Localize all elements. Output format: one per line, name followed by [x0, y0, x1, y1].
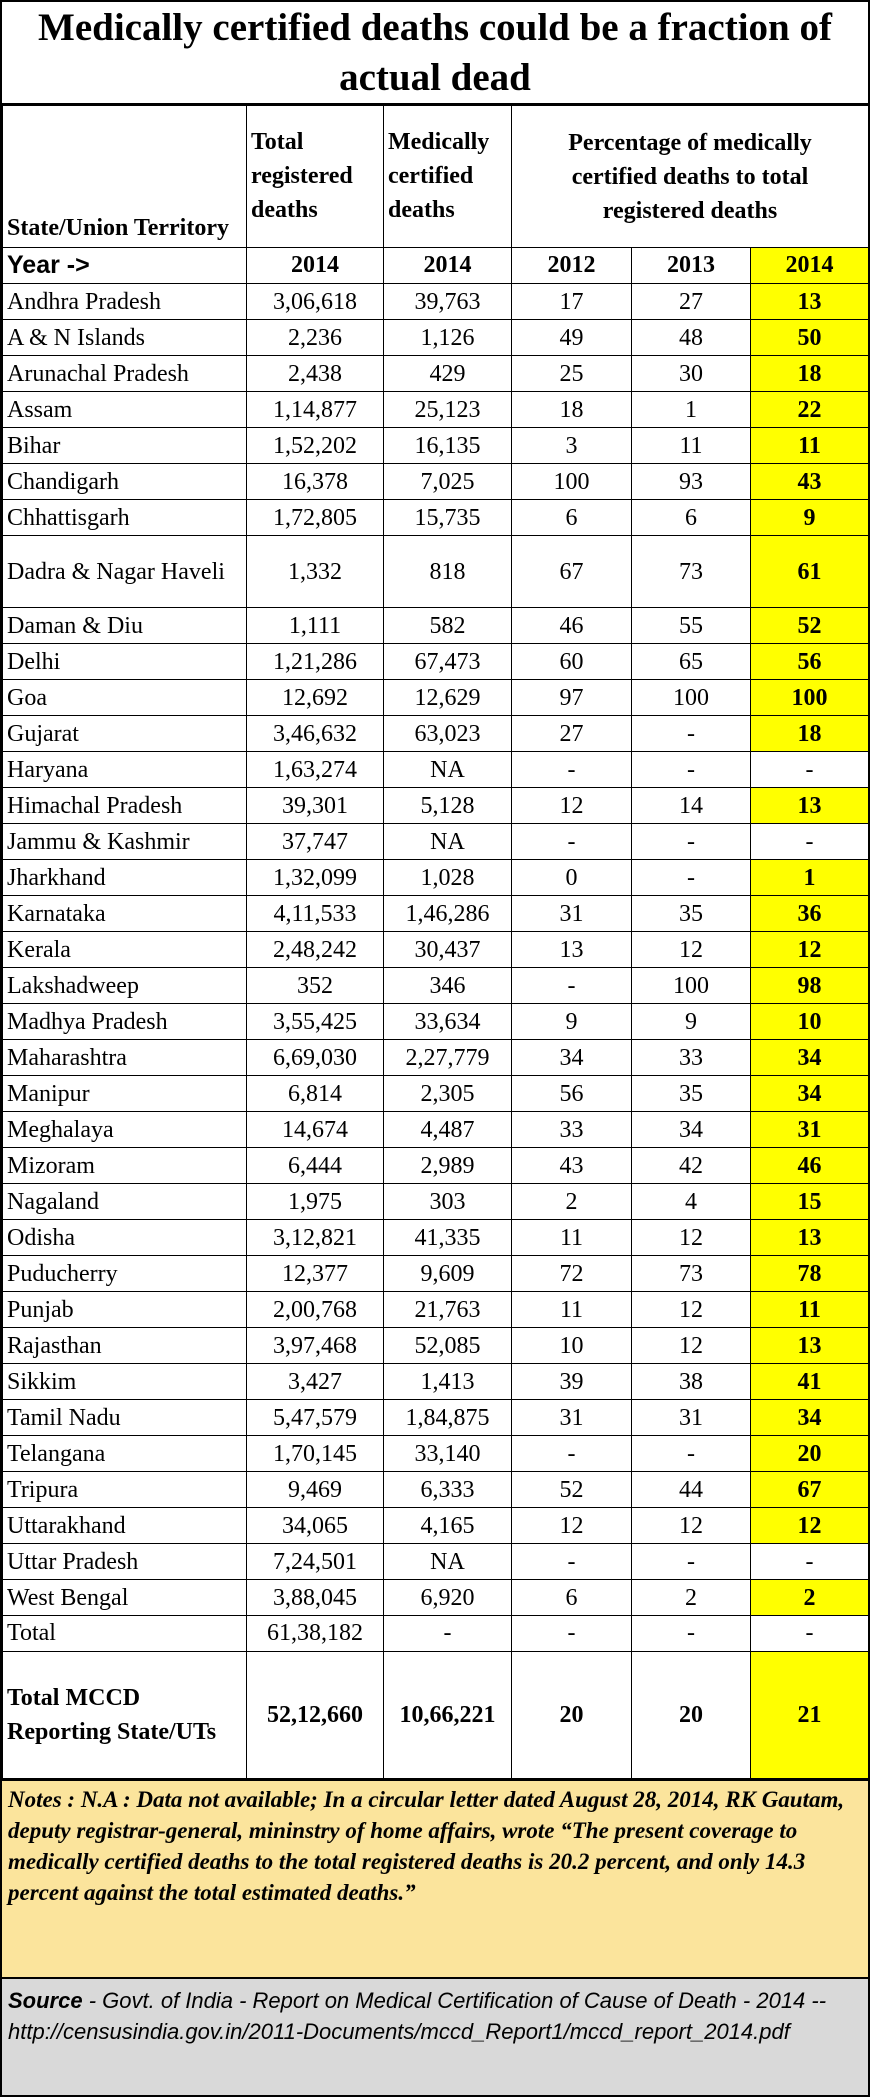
source	[2, 1979, 868, 2095]
pct-2013-cell: 38	[632, 1364, 751, 1400]
pct-2012-cell: 39	[512, 1364, 632, 1400]
state-cell: Dadra & Nagar Haveli	[3, 536, 247, 608]
medical-deaths-cell: 1,028	[384, 860, 512, 896]
pct-2012-cell: 49	[512, 320, 632, 356]
pct-2012-cell: 67	[512, 536, 632, 608]
pct-2013-cell: 31	[632, 1400, 751, 1436]
total-medical: -	[384, 1616, 512, 1652]
medical-deaths-cell: 4,165	[384, 1508, 512, 1544]
pct-2013-cell: 14	[632, 788, 751, 824]
total-deaths-cell: 1,111	[247, 608, 384, 644]
table-row	[3, 968, 869, 1004]
table-row	[3, 1256, 869, 1292]
mccd-row	[3, 1652, 869, 1779]
total-deaths-cell: 352	[247, 968, 384, 1004]
pct-2013-cell: 2	[632, 1580, 751, 1616]
header-total: Total registered deaths	[247, 106, 384, 248]
pct-2013-cell: -	[632, 752, 751, 788]
year-label: Year ->	[3, 248, 247, 284]
pct-2013-cell: 42	[632, 1148, 751, 1184]
state-cell: Himachal Pradesh	[3, 788, 247, 824]
pct-2014-cell: 61	[751, 536, 869, 608]
state-cell: Tamil Nadu	[3, 1400, 247, 1436]
pct-2012-cell: 12	[512, 1508, 632, 1544]
table-row	[3, 932, 869, 968]
pct-2012-cell: 33	[512, 1112, 632, 1148]
state-cell: Manipur	[3, 1076, 247, 1112]
pct-2013-cell: 35	[632, 896, 751, 932]
pct-2013-cell: 4	[632, 1184, 751, 1220]
state-cell: Nagaland	[3, 1184, 247, 1220]
pct-2012-cell: 25	[512, 356, 632, 392]
table-row	[3, 752, 869, 788]
pct-2012-cell: 11	[512, 1220, 632, 1256]
pct-2012-cell: 3	[512, 428, 632, 464]
pct-2012-cell: 56	[512, 1076, 632, 1112]
pct-2012-cell: -	[512, 1544, 632, 1580]
table-row	[3, 356, 869, 392]
mccd-2012: 20	[512, 1652, 632, 1779]
pct-2014-cell: 11	[751, 1292, 869, 1328]
state-cell: Andhra Pradesh	[3, 284, 247, 320]
pct-2013-cell: 48	[632, 320, 751, 356]
header-medical: Medically certified deaths	[384, 106, 512, 248]
pct-2013-cell: 55	[632, 608, 751, 644]
pct-2014-cell: 50	[751, 320, 869, 356]
total-deaths-cell: 3,55,425	[247, 1004, 384, 1040]
table-row	[3, 1400, 869, 1436]
state-cell: Odisha	[3, 1220, 247, 1256]
state-cell: Sikkim	[3, 1364, 247, 1400]
source-label: Source	[8, 1988, 83, 2013]
pct-2014-cell: 2	[751, 1580, 869, 1616]
total-deaths-cell: 2,236	[247, 320, 384, 356]
mccd-2014: 21	[751, 1652, 869, 1779]
state-cell: Uttarakhand	[3, 1508, 247, 1544]
medical-deaths-cell: 30,437	[384, 932, 512, 968]
pct-2014-cell: 12	[751, 1508, 869, 1544]
pct-2013-cell: -	[632, 860, 751, 896]
pct-2012-cell: -	[512, 752, 632, 788]
total-deaths-cell: 4,11,533	[247, 896, 384, 932]
total-deaths-cell: 5,47,579	[247, 1400, 384, 1436]
medical-deaths-cell: 5,128	[384, 788, 512, 824]
state-cell: Madhya Pradesh	[3, 1004, 247, 1040]
medical-deaths-cell: 1,126	[384, 320, 512, 356]
state-cell: Gujarat	[3, 716, 247, 752]
medical-deaths-cell: 1,46,286	[384, 896, 512, 932]
pct-2014-cell: 13	[751, 1328, 869, 1364]
pct-2013-cell: 6	[632, 500, 751, 536]
pct-2014-cell: 31	[751, 1112, 869, 1148]
pct-2012-cell: 31	[512, 896, 632, 932]
medical-deaths-cell: 52,085	[384, 1328, 512, 1364]
pct-2013-cell: 30	[632, 356, 751, 392]
state-cell: Uttar Pradesh	[3, 1544, 247, 1580]
table-row	[3, 1040, 869, 1076]
medical-deaths-cell: NA	[384, 824, 512, 860]
state-cell: Rajasthan	[3, 1328, 247, 1364]
pct-2014-cell: 15	[751, 1184, 869, 1220]
pct-2013-cell: 12	[632, 1220, 751, 1256]
state-cell: A & N Islands	[3, 320, 247, 356]
pct-2013-cell: 33	[632, 1040, 751, 1076]
total-deaths-cell: 12,692	[247, 680, 384, 716]
total-deaths-cell: 1,63,274	[247, 752, 384, 788]
total-deaths-cell: 1,332	[247, 536, 384, 608]
total-deaths-cell: 3,12,821	[247, 1220, 384, 1256]
medical-deaths-cell: 6,920	[384, 1580, 512, 1616]
medical-deaths-cell: 818	[384, 536, 512, 608]
total-deaths-cell: 1,32,099	[247, 860, 384, 896]
medical-deaths-cell: 41,335	[384, 1220, 512, 1256]
year-row	[3, 248, 869, 284]
table-row	[3, 716, 869, 752]
pct-2014-cell: -	[751, 752, 869, 788]
total-deaths-cell: 3,97,468	[247, 1328, 384, 1364]
pct-2014-cell: 34	[751, 1040, 869, 1076]
pct-2012-cell: 27	[512, 716, 632, 752]
table-row	[3, 680, 869, 716]
pct-2014-cell: 98	[751, 968, 869, 1004]
state-cell: Kerala	[3, 932, 247, 968]
pct-2012-cell: 43	[512, 1148, 632, 1184]
total-deaths-cell: 16,378	[247, 464, 384, 500]
header-percentage: Percentage of medically certified deaths to total registered deaths	[512, 106, 869, 248]
pct-2014-cell: 43	[751, 464, 869, 500]
total-deaths-cell: 34,065	[247, 1508, 384, 1544]
year-2013: 2013	[632, 248, 751, 284]
year-total: 2014	[247, 248, 384, 284]
total-deaths-cell: 37,747	[247, 824, 384, 860]
state-cell: Daman & Diu	[3, 608, 247, 644]
pct-2012-cell: 97	[512, 680, 632, 716]
pct-2014-cell: 11	[751, 428, 869, 464]
pct-2013-cell: 11	[632, 428, 751, 464]
medical-deaths-cell: 33,140	[384, 1436, 512, 1472]
state-cell: Mizoram	[3, 1148, 247, 1184]
pct-2014-cell: 34	[751, 1076, 869, 1112]
state-cell: Karnataka	[3, 896, 247, 932]
total-2012: -	[512, 1616, 632, 1652]
pct-2012-cell: 10	[512, 1328, 632, 1364]
medical-deaths-cell: 582	[384, 608, 512, 644]
total-deaths-cell: 1,21,286	[247, 644, 384, 680]
pct-2012-cell: 9	[512, 1004, 632, 1040]
pct-2013-cell: 12	[632, 932, 751, 968]
state-cell: Arunachal Pradesh	[3, 356, 247, 392]
total-2014: -	[751, 1616, 869, 1652]
pct-2013-cell: -	[632, 716, 751, 752]
total-deaths-cell: 6,69,030	[247, 1040, 384, 1076]
table-row	[3, 1184, 869, 1220]
pct-2013-cell: 44	[632, 1472, 751, 1508]
medical-deaths-cell: 67,473	[384, 644, 512, 680]
table-row	[3, 1148, 869, 1184]
total-deaths-cell: 2,48,242	[247, 932, 384, 968]
pct-2012-cell: 60	[512, 644, 632, 680]
pct-2012-cell: 100	[512, 464, 632, 500]
total-deaths-cell: 6,444	[247, 1148, 384, 1184]
medical-deaths-cell: 1,413	[384, 1364, 512, 1400]
pct-2014-cell: 41	[751, 1364, 869, 1400]
state-cell: Assam	[3, 392, 247, 428]
pct-2014-cell: 13	[751, 788, 869, 824]
state-cell: Chhattisgarh	[3, 500, 247, 536]
pct-2013-cell: 65	[632, 644, 751, 680]
pct-2014-cell: 46	[751, 1148, 869, 1184]
header-state: State/Union Territory	[3, 106, 247, 248]
state-cell: Jammu & Kashmir	[3, 824, 247, 860]
table-row	[3, 320, 869, 356]
table-row	[3, 860, 869, 896]
pct-2012-cell: -	[512, 824, 632, 860]
table-row	[3, 1076, 869, 1112]
pct-2014-cell: 52	[751, 608, 869, 644]
mccd-label: Total MCCD Reporting State/UTs	[3, 1652, 247, 1779]
pct-2013-cell: 73	[632, 1256, 751, 1292]
state-cell: Punjab	[3, 1292, 247, 1328]
total-label: Total	[3, 1616, 247, 1652]
table-row	[3, 1292, 869, 1328]
table-row	[3, 1508, 869, 1544]
medical-deaths-cell: NA	[384, 752, 512, 788]
medical-deaths-cell: 429	[384, 356, 512, 392]
pct-2012-cell: 13	[512, 932, 632, 968]
total-2013: -	[632, 1616, 751, 1652]
pct-2014-cell: 13	[751, 1220, 869, 1256]
state-cell: Meghalaya	[3, 1112, 247, 1148]
pct-2013-cell: 9	[632, 1004, 751, 1040]
pct-2013-cell: 73	[632, 536, 751, 608]
medical-deaths-cell: 1,84,875	[384, 1400, 512, 1436]
deaths-table	[2, 105, 869, 1779]
total-deaths-cell: 14,674	[247, 1112, 384, 1148]
medical-deaths-cell: 63,023	[384, 716, 512, 752]
medical-deaths-cell: 7,025	[384, 464, 512, 500]
table-row	[3, 644, 869, 680]
state-cell: Telangana	[3, 1436, 247, 1472]
state-cell: West Bengal	[3, 1580, 247, 1616]
pct-2014-cell: 18	[751, 716, 869, 752]
table-row	[3, 608, 869, 644]
pct-2014-cell: 78	[751, 1256, 869, 1292]
table-row	[3, 1220, 869, 1256]
pct-2012-cell: 52	[512, 1472, 632, 1508]
total-deaths-cell: 1,70,145	[247, 1436, 384, 1472]
pct-2012-cell: 34	[512, 1040, 632, 1076]
table-row	[3, 896, 869, 932]
mccd-medical: 10,66,221	[384, 1652, 512, 1779]
table-row	[3, 1472, 869, 1508]
medical-deaths-cell: 6,333	[384, 1472, 512, 1508]
pct-2012-cell: -	[512, 968, 632, 1004]
year-medical: 2014	[384, 248, 512, 284]
table-row	[3, 392, 869, 428]
state-cell: Puducherry	[3, 1256, 247, 1292]
medical-deaths-cell: NA	[384, 1544, 512, 1580]
state-cell: Chandigarh	[3, 464, 247, 500]
table-row	[3, 536, 869, 608]
medical-deaths-cell: 12,629	[384, 680, 512, 716]
mccd-total: 52,12,660	[247, 1652, 384, 1779]
state-cell: Delhi	[3, 644, 247, 680]
pct-2014-cell: 67	[751, 1472, 869, 1508]
total-deaths-cell: 3,427	[247, 1364, 384, 1400]
table-row	[3, 824, 869, 860]
pct-2013-cell: 12	[632, 1328, 751, 1364]
pct-2013-cell: -	[632, 1544, 751, 1580]
pct-2013-cell: 34	[632, 1112, 751, 1148]
pct-2012-cell: 31	[512, 1400, 632, 1436]
pct-2012-cell: 0	[512, 860, 632, 896]
pct-2013-cell: 12	[632, 1292, 751, 1328]
medical-deaths-cell: 4,487	[384, 1112, 512, 1148]
state-cell: Tripura	[3, 1472, 247, 1508]
year-2014: 2014	[751, 248, 869, 284]
year-2012: 2012	[512, 248, 632, 284]
medical-deaths-cell: 33,634	[384, 1004, 512, 1040]
pct-2014-cell: 56	[751, 644, 869, 680]
state-cell: Goa	[3, 680, 247, 716]
table-row	[3, 1364, 869, 1400]
total-deaths-cell: 6,814	[247, 1076, 384, 1112]
pct-2013-cell: 35	[632, 1076, 751, 1112]
pct-2012-cell: -	[512, 1436, 632, 1472]
pct-2014-cell: 10	[751, 1004, 869, 1040]
table-row	[3, 428, 869, 464]
total-deaths-cell: 9,469	[247, 1472, 384, 1508]
state-cell: Lakshadweep	[3, 968, 247, 1004]
total-deaths-cell: 2,00,768	[247, 1292, 384, 1328]
pct-2014-cell: 22	[751, 392, 869, 428]
pct-2012-cell: 17	[512, 284, 632, 320]
table-row	[3, 500, 869, 536]
total-deaths-cell: 1,52,202	[247, 428, 384, 464]
medical-deaths-cell: 2,27,779	[384, 1040, 512, 1076]
pct-2014-cell: 9	[751, 500, 869, 536]
state-cell: Bihar	[3, 428, 247, 464]
pct-2012-cell: 6	[512, 1580, 632, 1616]
pct-2014-cell: 20	[751, 1436, 869, 1472]
state-cell: Haryana	[3, 752, 247, 788]
total-row	[3, 1616, 869, 1652]
total-deaths-cell: 1,14,877	[247, 392, 384, 428]
table-row	[3, 1112, 869, 1148]
medical-deaths-cell: 9,609	[384, 1256, 512, 1292]
pct-2012-cell: 2	[512, 1184, 632, 1220]
source-text: - Govt. of India - Report on Medical Certification of Cause of Death - 2014 -- http://censusindia.gov.in/2011-Documents/mccd_Report1/mccd_report_2014.pdf	[8, 1988, 827, 2044]
total-total: 61,38,182	[247, 1616, 384, 1652]
pct-2014-cell: 18	[751, 356, 869, 392]
pct-2013-cell: 12	[632, 1508, 751, 1544]
table-row	[3, 788, 869, 824]
pct-2012-cell: 11	[512, 1292, 632, 1328]
state-cell: Jharkhand	[3, 860, 247, 896]
pct-2014-cell: 100	[751, 680, 869, 716]
total-deaths-cell: 12,377	[247, 1256, 384, 1292]
total-deaths-cell: 3,88,045	[247, 1580, 384, 1616]
pct-2013-cell: 100	[632, 680, 751, 716]
pct-2012-cell: 46	[512, 608, 632, 644]
pct-2013-cell: 27	[632, 284, 751, 320]
total-deaths-cell: 7,24,501	[247, 1544, 384, 1580]
state-cell: Maharashtra	[3, 1040, 247, 1076]
table-body	[3, 284, 869, 1616]
total-deaths-cell: 3,06,618	[247, 284, 384, 320]
pct-2012-cell: 72	[512, 1256, 632, 1292]
medical-deaths-cell: 2,989	[384, 1148, 512, 1184]
pct-2014-cell: 12	[751, 932, 869, 968]
total-deaths-cell: 2,438	[247, 356, 384, 392]
notes: Notes : N.A : Data not available; In a circular letter dated August 28, 2014, RK Gautam, deputy registrar-general, mininstry of home affairs, wrote “The present coverage to medically certified deaths to the total registered deaths is 20.2 percent, and only 14.3 percent against the total estimated deaths.”	[2, 1779, 868, 1979]
table-row	[3, 1580, 869, 1616]
pct-2013-cell: -	[632, 1436, 751, 1472]
table-row	[3, 464, 869, 500]
medical-deaths-cell: 39,763	[384, 284, 512, 320]
pct-2012-cell: 6	[512, 500, 632, 536]
mccd-2013: 20	[632, 1652, 751, 1779]
table-row	[3, 1328, 869, 1364]
pct-2014-cell: -	[751, 1544, 869, 1580]
table-row	[3, 1436, 869, 1472]
header-row	[3, 106, 869, 248]
page-title: Medically certified deaths could be a fraction of actual dead	[2, 2, 868, 105]
total-deaths-cell: 3,46,632	[247, 716, 384, 752]
medical-deaths-cell: 2,305	[384, 1076, 512, 1112]
total-deaths-cell: 1,975	[247, 1184, 384, 1220]
pct-2014-cell: -	[751, 824, 869, 860]
pct-2014-cell: 13	[751, 284, 869, 320]
pct-2014-cell: 1	[751, 860, 869, 896]
pct-2012-cell: 12	[512, 788, 632, 824]
pct-2012-cell: 18	[512, 392, 632, 428]
medical-deaths-cell: 303	[384, 1184, 512, 1220]
medical-deaths-cell: 16,135	[384, 428, 512, 464]
medical-deaths-cell: 15,735	[384, 500, 512, 536]
medical-deaths-cell: 25,123	[384, 392, 512, 428]
pct-2014-cell: 34	[751, 1400, 869, 1436]
pct-2014-cell: 36	[751, 896, 869, 932]
pct-2013-cell: 100	[632, 968, 751, 1004]
total-deaths-cell: 1,72,805	[247, 500, 384, 536]
pct-2013-cell: -	[632, 824, 751, 860]
pct-2013-cell: 93	[632, 464, 751, 500]
table-row	[3, 284, 869, 320]
pct-2013-cell: 1	[632, 392, 751, 428]
medical-deaths-cell: 21,763	[384, 1292, 512, 1328]
table-row	[3, 1004, 869, 1040]
total-deaths-cell: 39,301	[247, 788, 384, 824]
table-row	[3, 1544, 869, 1580]
medical-deaths-cell: 346	[384, 968, 512, 1004]
